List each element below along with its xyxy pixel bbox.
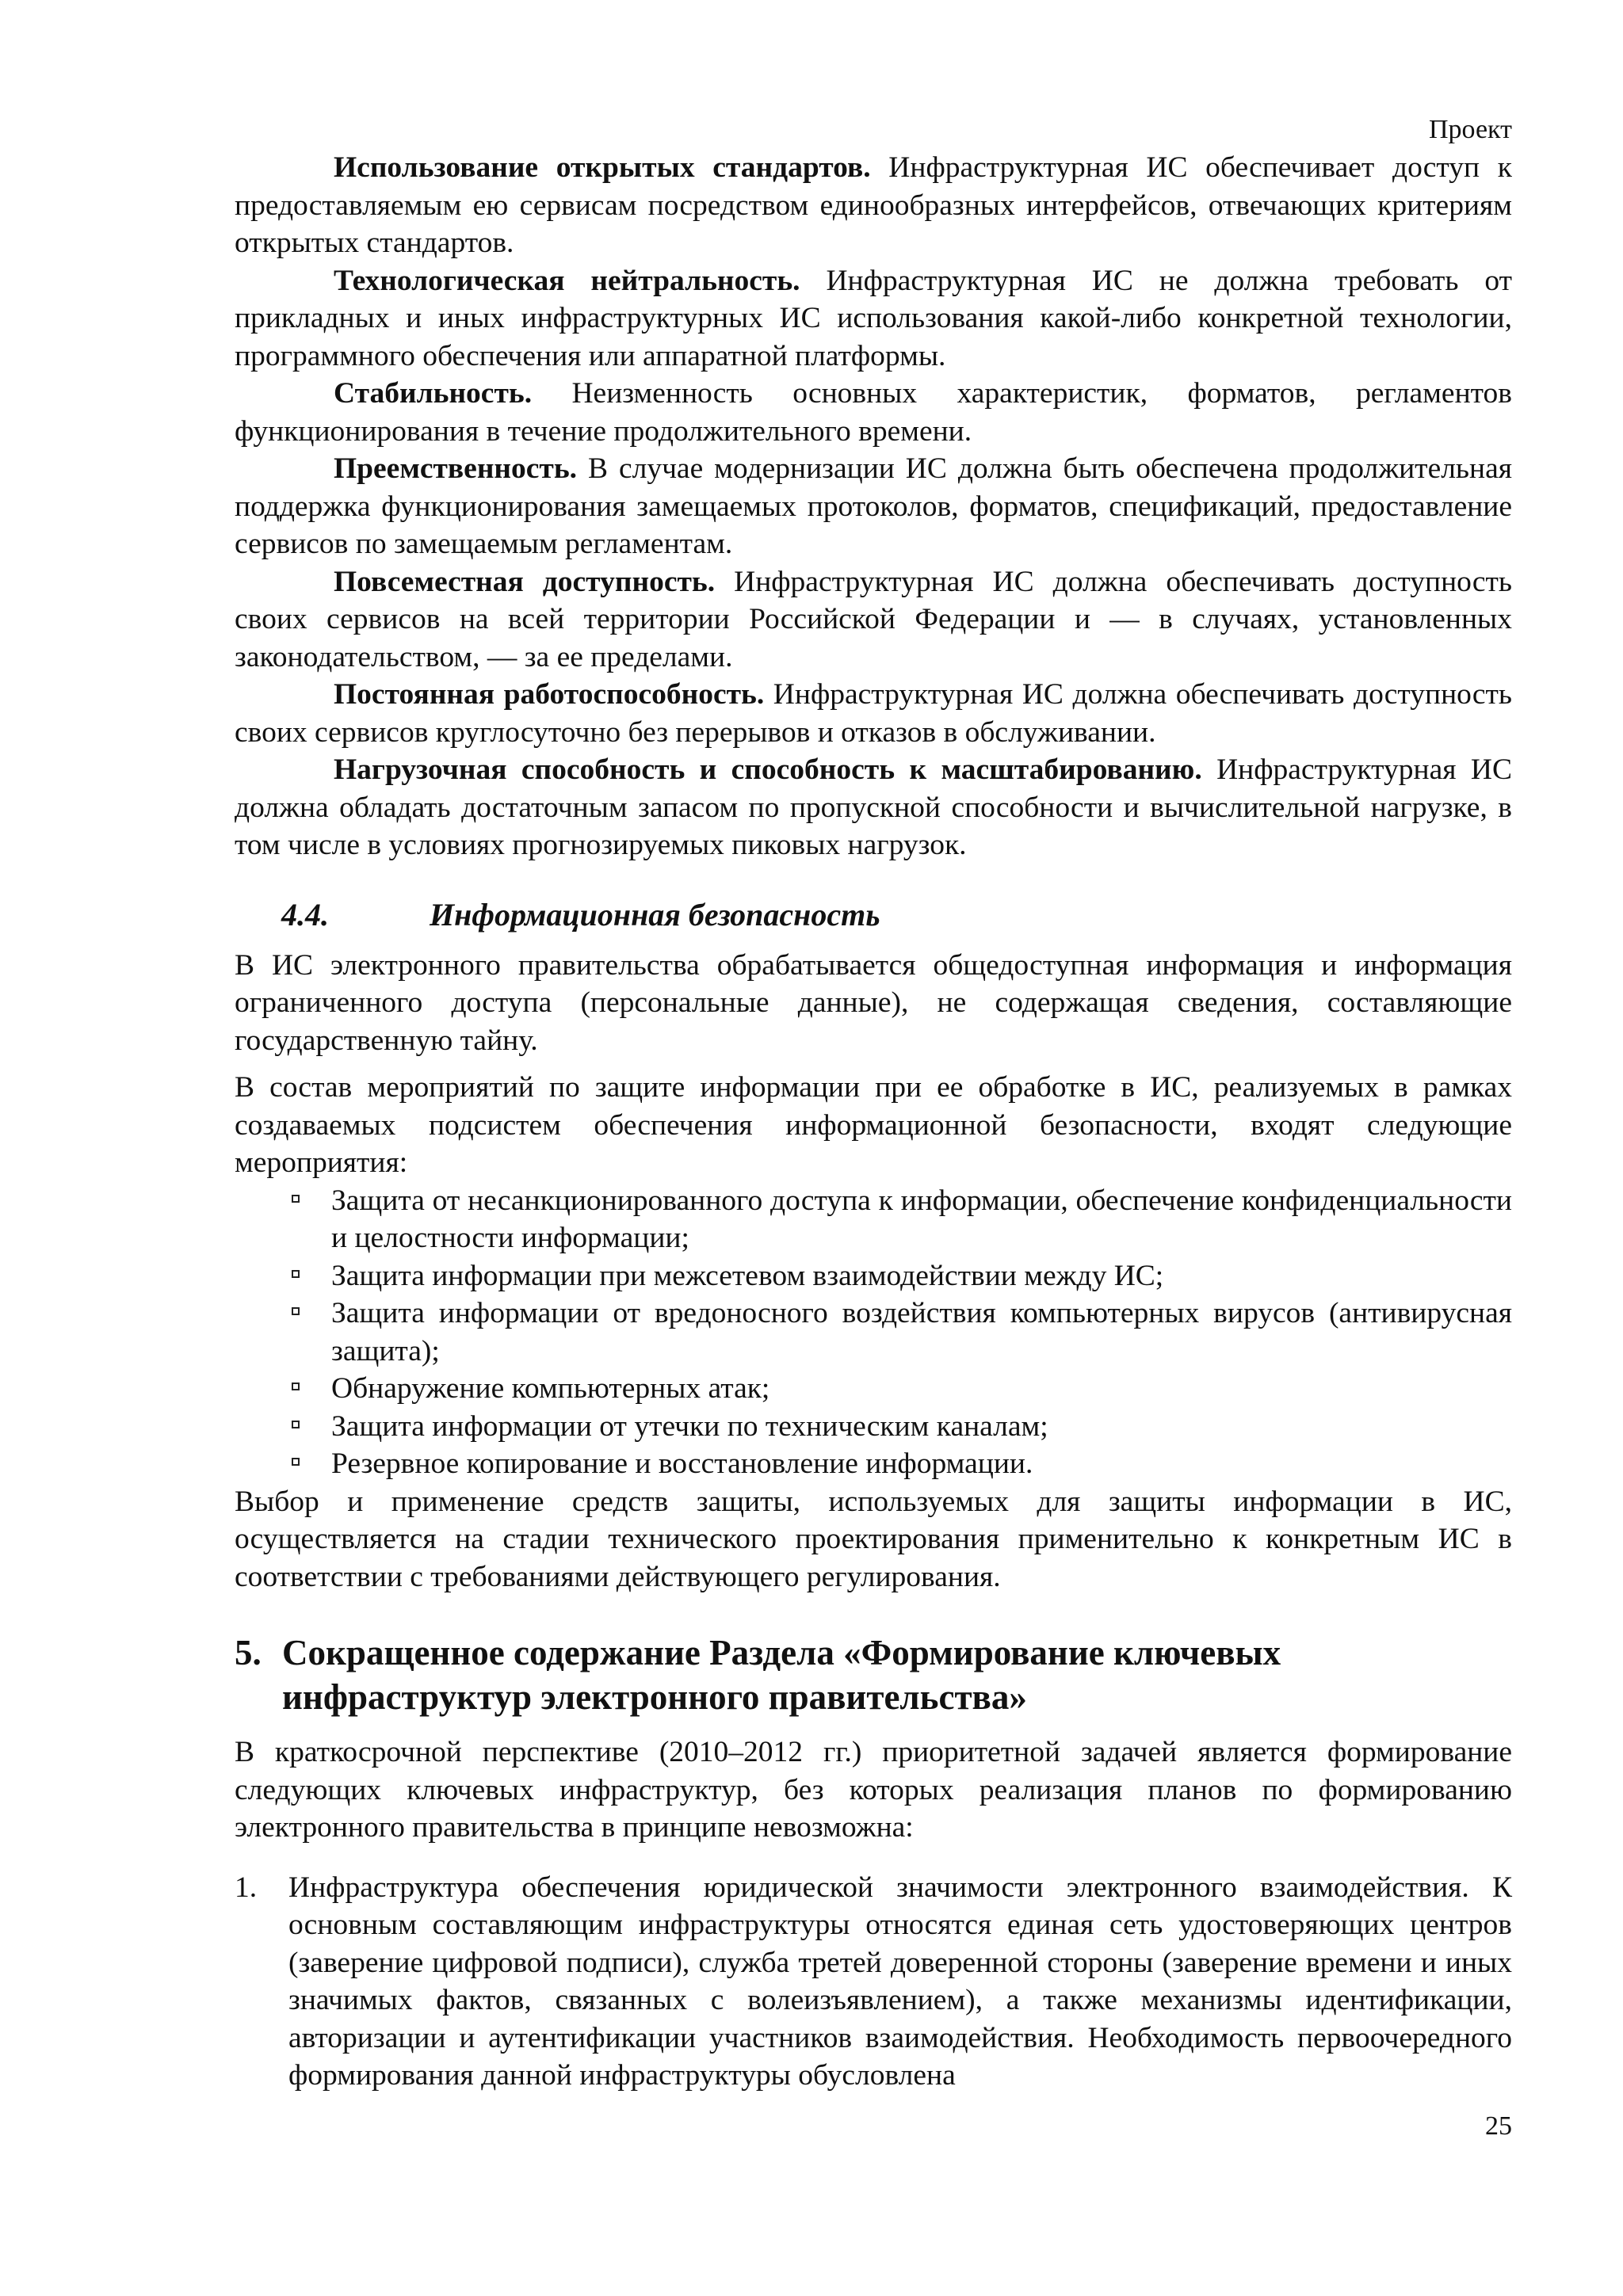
principle-term: Стабильность. xyxy=(334,377,533,410)
principle-paragraph xyxy=(235,262,1512,376)
list-item-text: Защита информации от утечки по техническим каналам; xyxy=(331,1409,1048,1443)
principle-text: В случае модернизации ИС должна быть обеспечена продолжительная поддержка функционирования замещаемых протоколов, форматов, спецификаций, предоставление сервисов по замещаемым регламентам. xyxy=(235,452,1512,560)
body-paragraph: В ИС электронного правительства обрабатывается общедоступная информация и информация ограниченного доступа (персональные данные), не содержащая сведения, составляющие государственную тайну. xyxy=(235,948,1512,1057)
principle-text: Инфраструктурная ИС обеспечивает доступ к предоставляемым ею сервисам посредством единообразных интерфейсов, отвечающих критериям открытых стандартов. xyxy=(235,151,1512,259)
subsection-heading xyxy=(235,894,1512,936)
principle-paragraph xyxy=(235,751,1512,864)
principle-term: Повсеместная доступность. xyxy=(334,565,716,598)
section-title: Сокращенное содержание Раздела «Формирование ключевых инфраструктур электронного правительства» xyxy=(282,1633,1281,1717)
list-item-text: Защита информации при межсетевом взаимодействии между ИС; xyxy=(331,1259,1164,1292)
measures-list xyxy=(235,1182,1512,1483)
square-bullet-icon xyxy=(292,1307,300,1315)
list-item-text: Инфраструктура обеспечения юридической значимости электронного взаимодействия. К основным составляющим инфраструктуры относятся единая сеть удостоверяющих центров (заверение цифровой подписи), служба третей доверенной стороны (заверение времени и иных значимых фактов, связанных с волеизъявлением), а также механизмы идентификации, авторизации и аутентификации участников взаимодействия. Необходимость первоочередного формирования данной инфраструктуры обусловлена xyxy=(288,1871,1512,2092)
list-item xyxy=(235,1182,1512,1257)
square-bullet-icon xyxy=(292,1270,300,1278)
principle-text: Инфраструктурная ИС должна обеспечивать доступность своих сервисов на всей территории Российской Федерации и — в случаях, установленных законодательством, — за ее пределами. xyxy=(235,565,1512,673)
principle-paragraph xyxy=(235,149,1512,262)
body-paragraph: В краткосрочной перспективе (2010–2012 гг.) приоритетной задачей является формирование следующих ключевых инфраструктур, без которых реализация планов по формированию электронного правительства в принципе невозможна: xyxy=(235,1736,1512,1844)
list-item-text: Обнаружение компьютерных атак; xyxy=(331,1372,770,1405)
page-number: 25 xyxy=(1485,2111,1512,2141)
subsection-number: 4.4. xyxy=(281,896,329,933)
draft-mark: Проект xyxy=(1429,115,1512,144)
principle-term: Преемственность. xyxy=(334,452,578,485)
principle-term: Использование открытых стандартов. xyxy=(334,151,871,184)
list-item xyxy=(235,1445,1512,1483)
page-content xyxy=(235,149,1512,2095)
principle-text: Инфраструктурная ИС должна обладать достаточным запасом по пропускной способности и вычислительной нагрузке, в том числе в условиях прогнозируемых пиковых нагрузок. xyxy=(235,753,1512,861)
list-item xyxy=(235,1295,1512,1370)
list-item-number: 1. xyxy=(235,1871,258,1904)
square-bullet-icon xyxy=(292,1383,300,1390)
principle-paragraph xyxy=(235,375,1512,450)
list-item xyxy=(235,1370,1512,1408)
subsection-title: Информационная безопасность xyxy=(430,896,880,933)
list-item-text: Защита от несанкционированного доступа к информации, обеспечение конфиденциальности и целостности информации; xyxy=(331,1184,1512,1254)
square-bullet-icon xyxy=(292,1458,300,1466)
list-item-text: Защита информации от вредоносного воздействия компьютерных вирусов (антивирусная защита); xyxy=(331,1297,1512,1367)
body-paragraph: В состав мероприятий по защите информации при ее обработке в ИС, реализуемых в рамках создаваемых подсистем обеспечения информационной безопасности, входят следующие мероприятия: xyxy=(235,1071,1512,1179)
list-item xyxy=(235,1869,1512,2095)
principle-term: Нагрузочная способность и способность к масштабированию. xyxy=(334,753,1202,786)
principle-paragraph xyxy=(235,450,1512,563)
section-number: 5. xyxy=(235,1633,262,1672)
infrastructure-list xyxy=(235,1869,1512,2095)
list-item xyxy=(235,1257,1512,1295)
list-item-text: Резервное копирование и восстановление информации. xyxy=(331,1447,1033,1480)
square-bullet-icon xyxy=(292,1195,300,1203)
section-heading xyxy=(235,1630,1512,1719)
principle-text: Инфраструктурная ИС не должна требовать от прикладных и иных инфраструктурных ИС использования какой-либо конкретной технологии, программного обеспечения или аппаратной платформы. xyxy=(235,264,1512,372)
principle-text: Инфраструктурная ИС должна обеспечивать доступность своих сервисов круглосуточно без перерывов и отказов в обслуживании. xyxy=(235,678,1512,749)
principle-term: Постоянная работоспособность. xyxy=(334,678,765,711)
body-paragraph: Выбор и применение средств защиты, используемых для защиты информации в ИС, осуществляется на стадии технического проектирования применительно к конкретным ИС в соответствии с требованиями действующего регулирования. xyxy=(235,1485,1512,1593)
principle-term: Технологическая нейтральность. xyxy=(334,264,800,297)
principle-paragraph xyxy=(235,563,1512,677)
principle-paragraph xyxy=(235,676,1512,751)
principle-text: Неизменность основных характеристик, форматов, регламентов функционирования в течение продолжительного времени. xyxy=(235,377,1512,448)
list-item xyxy=(235,1408,1512,1446)
square-bullet-icon xyxy=(292,1421,300,1428)
